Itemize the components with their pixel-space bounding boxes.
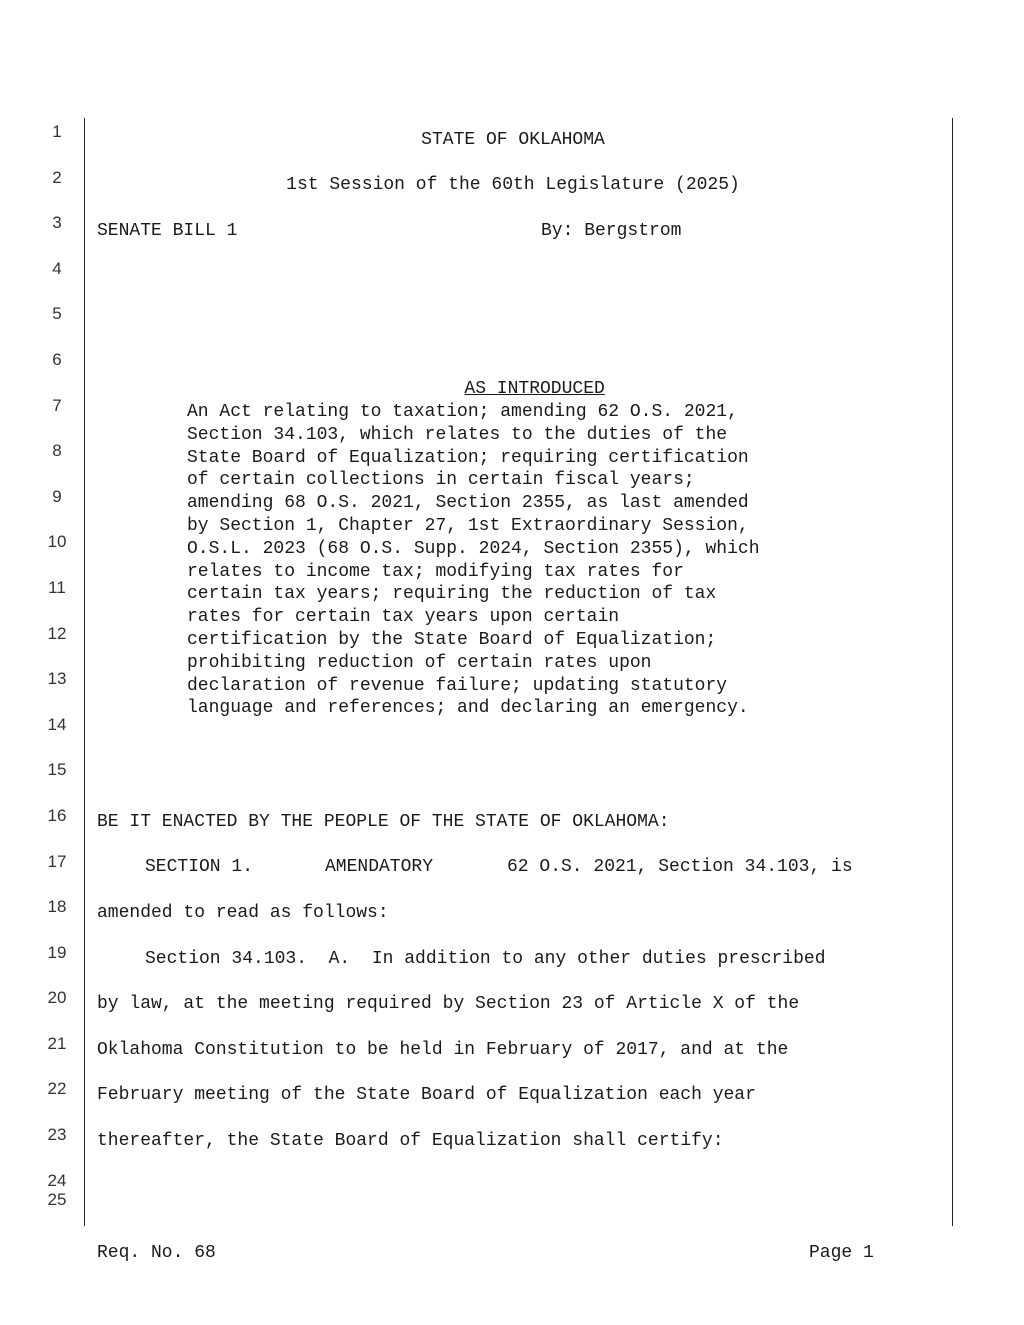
summary-line: Section 34.103, which relates to the duties of the (187, 424, 728, 445)
body-line: February meeting of the State Board of Equalization each year (97, 1085, 756, 1105)
summary-line: certain tax years; requiring the reduction of tax (187, 584, 717, 605)
line-number: 9 (52, 486, 62, 506)
body-line: by law, at the meeting required by Section 23 of Article X of the (97, 994, 800, 1014)
line-number: 17 (47, 851, 67, 871)
line-number: 15 (47, 760, 67, 780)
line-number: 6 (52, 349, 62, 369)
section-label: SECTION 1. (145, 857, 254, 877)
summary-line: of certain collections in certain fiscal years; (187, 470, 695, 491)
status-heading-text: AS INTRODUCED (464, 379, 605, 399)
section-citation: 62 O.S. 2021, Section 34.103, is (507, 857, 853, 877)
page-number: Page 1 (809, 1243, 874, 1263)
line-number: 24 (47, 1170, 67, 1190)
summary-line: declaration of revenue failure; updating statutory (187, 675, 728, 696)
bill-summary (187, 401, 867, 720)
body-line: Section 34.103. A. In addition to any other duties prescribed (145, 949, 826, 969)
summary-line: certification by the State Board of Equalization; (187, 629, 717, 650)
line-number: 12 (47, 623, 67, 643)
summary-line: State Board of Equalization; requiring certification (187, 447, 749, 468)
line-number: 16 (47, 805, 67, 825)
summary-line: relates to income tax; modifying tax rates for (187, 561, 684, 582)
line-number: 4 (52, 258, 62, 278)
line-number: 20 (47, 988, 67, 1008)
line-number: 7 (52, 395, 62, 415)
line-number-column (40, 116, 74, 1210)
state-title: STATE OF OKLAHOMA (421, 130, 605, 150)
line-number: 2 (52, 167, 62, 187)
summary-line: by Section 1, Chapter 27, 1st Extraordinary Session, (187, 515, 749, 536)
line-number: 14 (47, 714, 67, 734)
summary-line: amending 68 O.S. 2021, Section 2355, as last amended (187, 493, 749, 514)
summary-line: rates for certain tax years upon certain (187, 607, 620, 628)
line-number: 18 (47, 897, 67, 917)
line-number: 10 (47, 532, 67, 552)
line-number: 5 (52, 304, 62, 324)
enacting-clause: BE IT ENACTED BY THE PEOPLE OF THE STATE OF OKLAHOMA: (97, 812, 670, 832)
section-continuation: amended to read as follows: (97, 903, 389, 923)
summary-line: O.S.L. 2023 (68 O.S. Supp. 2024, Section 2355), which (187, 538, 760, 559)
line-number: 23 (47, 1125, 67, 1145)
body-line: thereafter, the State Board of Equalization shall certify: (97, 1131, 724, 1151)
bill-number: SENATE BILL 1 (97, 221, 238, 241)
line-number: 19 (47, 942, 67, 962)
left-margin-rule (84, 118, 85, 1226)
line-number-cut-off: 25 (47, 1190, 67, 1209)
section-type: AMENDATORY (325, 857, 434, 877)
line-number: 3 (52, 213, 62, 233)
session-title: 1st Session of the 60th Legislature (2025) (286, 175, 740, 195)
summary-line: prohibiting reduction of certain rates upon (187, 652, 652, 673)
request-number: Req. No. 68 (97, 1243, 216, 1263)
right-margin-rule (952, 118, 953, 1226)
line-number: 21 (47, 1033, 67, 1053)
line-number: 8 (52, 441, 62, 461)
bill-author: By: Bergstrom (541, 221, 682, 241)
summary-line: An Act relating to taxation; amending 62 O.S. 2021, (187, 402, 738, 422)
line-number: 13 (47, 669, 67, 689)
line-number: 1 (52, 122, 62, 141)
summary-line: language and references; and declaring an emergency. (187, 698, 749, 719)
body-line: Oklahoma Constitution to be held in February of 2017, and at the (97, 1040, 789, 1060)
line-number: 11 (48, 577, 66, 597)
line-number: 22 (47, 1079, 67, 1099)
